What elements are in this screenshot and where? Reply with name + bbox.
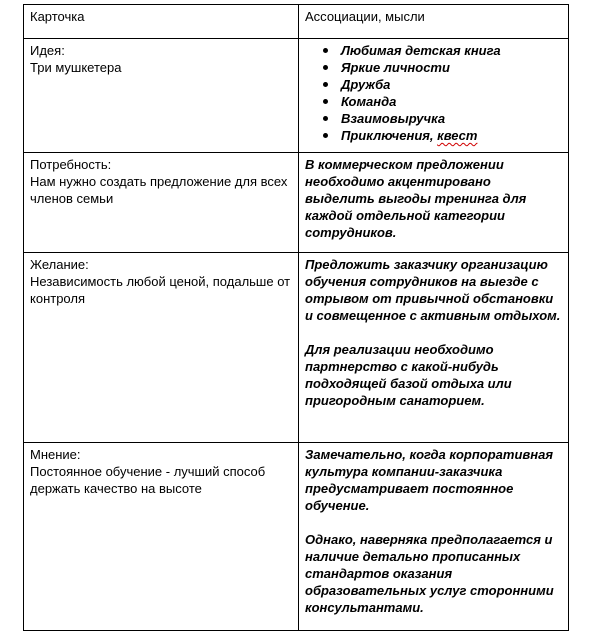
desire-cell	[24, 253, 299, 443]
table-row-need	[24, 153, 569, 253]
desire-thought-1: Предложить заказчику организацию обучения сотрудников на выезде с отрывом от привычной обстановки и совмещенное с активным отдыхом.	[305, 257, 561, 323]
opinion-thought-1: Замечательно, когда корпоративная культура компании-заказчика предусматривает постоянное обучение.	[305, 447, 553, 513]
opinion-cell	[24, 443, 299, 631]
header-card: Карточка	[24, 5, 299, 39]
cards-table	[23, 4, 569, 631]
table-row-opinion	[24, 443, 569, 631]
idea-text: Три мушкетера	[30, 60, 122, 75]
list-item: Яркие личности	[341, 59, 562, 76]
list-item-last	[341, 127, 562, 144]
opinion-label: Мнение:	[30, 447, 81, 462]
spellcheck-word: квест	[437, 128, 478, 143]
table-row-desire	[24, 253, 569, 443]
idea-associations-cell	[299, 39, 569, 153]
header-row	[24, 5, 569, 39]
idea-label: Идея:	[30, 43, 65, 58]
list-item: Дружба	[341, 76, 562, 93]
associations-list	[305, 42, 562, 144]
need-cell	[24, 153, 299, 253]
idea-cell	[24, 39, 299, 153]
opinion-thought-2: Однако, наверняка предполагается и наличие детально прописанных стандартов оказания образовательных услуг сторонними консультантами.	[305, 532, 554, 615]
list-item: Любимая детская книга	[341, 42, 562, 59]
desire-thought-cell	[299, 253, 569, 443]
desire-text: Независимость любой ценой, подальше от контроля	[30, 274, 291, 306]
list-item: Команда	[341, 93, 562, 110]
opinion-thought-cell	[299, 443, 569, 631]
need-label: Потребность:	[30, 157, 112, 172]
header-associations: Ассоциации, мысли	[299, 5, 569, 39]
table-row-idea	[24, 39, 569, 153]
list-item-text: Приключения,	[341, 128, 434, 143]
list-item: Взаимовыручка	[341, 110, 562, 127]
need-text: Нам нужно создать предложение для всех членов семьи	[30, 174, 288, 206]
need-thought-cell	[299, 153, 569, 253]
opinion-text: Постоянное обучение - лучший способ держать качество на высоте	[30, 464, 266, 496]
need-thought: В коммерческом предложении необходимо акцентировано выделить выгоды тренинга для каждой отдельной категории сотрудников.	[305, 157, 527, 240]
desire-label: Желание:	[30, 257, 89, 272]
desire-thought-2: Для реализации необходимо партнерство с какой-нибудь подходящей базой отдыха или пригородным санаторием.	[305, 342, 512, 408]
